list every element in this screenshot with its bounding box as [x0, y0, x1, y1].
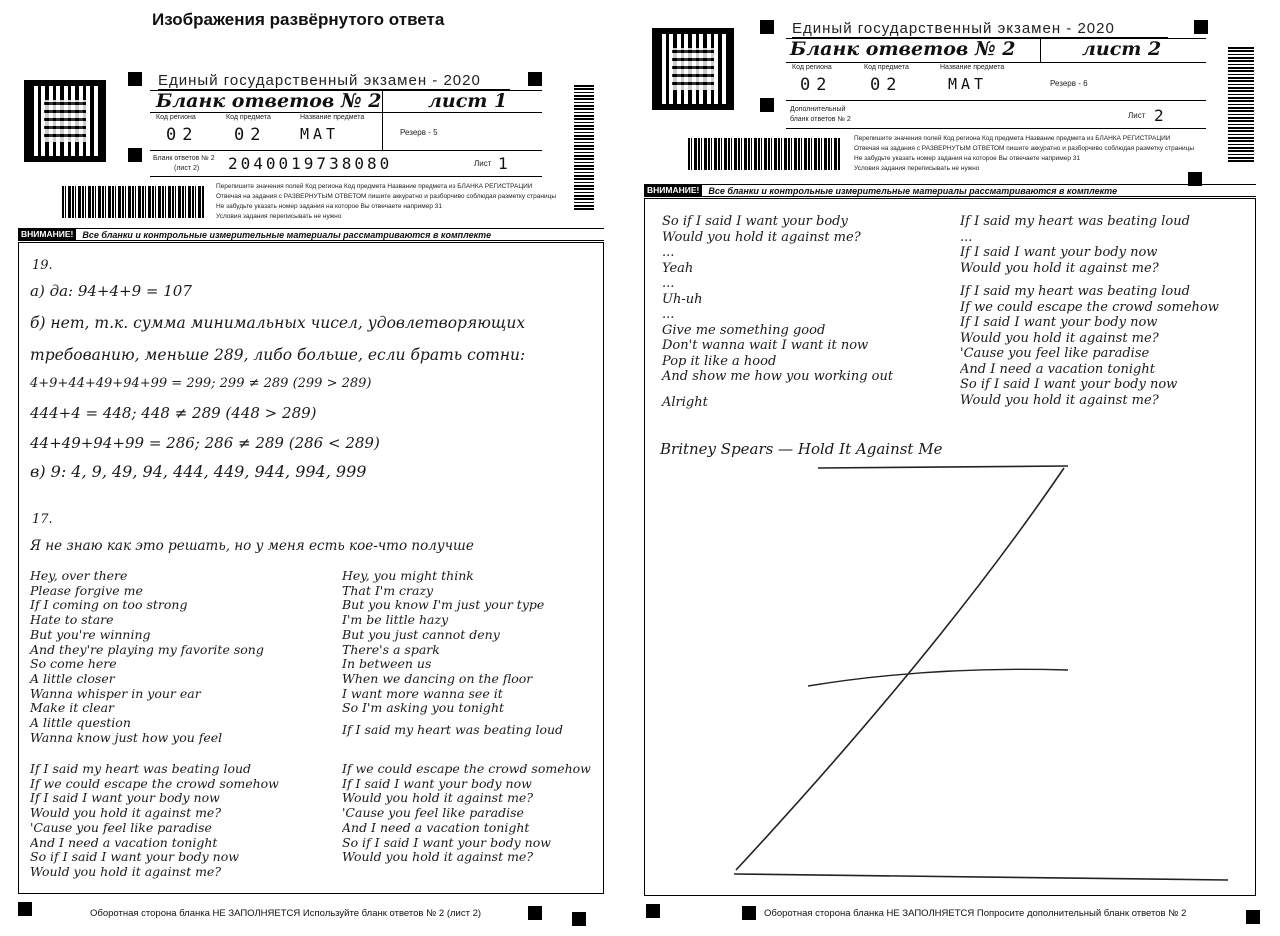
lyric-line: In between us [342, 656, 432, 672]
lyric-line: But you know I'm just your type [342, 597, 545, 613]
lyric-line: 'Cause you feel like paradise [342, 805, 524, 821]
form-number-label: Бланк ответов № 2 [153, 155, 215, 162]
lyric-line: And they're playing my favorite song [30, 641, 264, 657]
lyric-line: I'm be little hazy [342, 612, 449, 628]
corner-marker [742, 906, 756, 920]
warning-label: ВНИМАНИЕ! [18, 229, 76, 240]
answer-line: требованию, меньше 289, либо больше, если брать сотни: [30, 346, 526, 364]
lyric-line: Hate to stare [30, 612, 114, 628]
lyric-line: Make it clear [30, 700, 115, 716]
lyric-line: Uh-uh [662, 291, 703, 307]
corner-marker [528, 72, 542, 86]
song-credit: Britney Spears — Hold It Against Me [660, 440, 943, 458]
lyric-line: 'Cause you feel like paradise [960, 346, 1150, 361]
lyric-line: Would you hold it against me? [662, 229, 861, 245]
page-title: Изображения развёрнутого ответа [152, 10, 445, 29]
vertical-barcode [1228, 46, 1254, 162]
corner-marker [760, 98, 774, 112]
sheet-label: лист 1 [428, 90, 508, 112]
exam-title: Единый государственный экзамен - 2020 [792, 20, 1168, 38]
chorus-right-column [342, 762, 600, 865]
subject-name: МАТ [948, 75, 988, 93]
corner-marker [572, 912, 586, 926]
corner-marker [1194, 20, 1208, 34]
lyric-line: Yeah [662, 260, 694, 276]
barcode [688, 138, 840, 170]
corner-marker [1246, 910, 1260, 924]
lyric-line: Pop it like a hood [662, 353, 777, 369]
lyric-line: Give me something good [662, 322, 826, 338]
lyric-line: But you just cannot deny [342, 626, 500, 642]
answer-line: а) да: 94+4+9 = 107 [30, 282, 192, 300]
task-number-17: 17. [32, 512, 53, 527]
form-title: Бланк ответов № 2 [156, 90, 382, 112]
region-code: 02 [166, 125, 199, 145]
answer-sheet-2 [640, 0, 1260, 936]
corner-marker [128, 72, 142, 86]
z-strike-mark [640, 440, 1260, 890]
lyrics-right-column [960, 214, 1252, 408]
lyric-line: There's a spark [342, 641, 440, 657]
footer-note: Оборотная сторона бланка НЕ ЗАПОЛНЯЕТСЯ Используйте бланк ответов № 2 (лист 2) [90, 908, 482, 919]
reserve-field: Резерв - 6 [1050, 79, 1088, 88]
lyric-line: A little question [30, 715, 131, 731]
subject-code-label: Код предмета [864, 64, 909, 71]
lyric-line: If we could escape the crowd somehow [30, 775, 279, 791]
lyric-line: If I said my heart was beating loud [960, 284, 1190, 299]
lyric-line: That I'm crazy [342, 582, 434, 598]
exam-title: Единый государственный экзамен - 2020 [158, 72, 510, 90]
lyric-line: Would you hold it against me? [30, 805, 222, 821]
answer-line: 4+9+44+49+94+99 = 299; 299 ≠ 289 (299 > 289) [30, 376, 372, 391]
sheet-number-label: Лист [1128, 111, 1146, 120]
corner-marker [646, 904, 660, 918]
instructions: Перепишите значения полей Код региона Код предмета Название предмета из БЛАНКА РЕГИСТРАЦИИ Отвечая на задания с РАЗВЕРНУТЫМ ОТВЕТОМ пишите аккуратно и разборчиво соблюдая разметку страницы Не забудьте указать номер задания на которое Вы отвечаете например 31 Условия задания переписывать не нужно [216, 183, 557, 220]
lyric-line: So if I said I want your body [662, 214, 848, 229]
lyric-line: So come here [30, 656, 117, 672]
lyric-line: If I said my heart was beating loud [960, 214, 1190, 229]
answer-line: Я не знаю как это решать, но у меня есть кое-что получше [30, 538, 474, 554]
lyric-line: But you're winning [30, 626, 151, 642]
region-code: 02 [800, 75, 833, 95]
warning-text: Все бланки и контрольные измерительные материалы рассматриваются в комплекте [82, 229, 492, 240]
lyric-line: When we dancing on the floor [342, 670, 533, 686]
form-number-sub: (лист 2) [174, 165, 200, 172]
warning-bar [18, 228, 604, 241]
corner-marker [760, 20, 774, 34]
lyric-line: Would you hold it against me? [342, 790, 534, 806]
lyric-line: Would you hold it against me? [342, 849, 534, 865]
answer-line: 444+4 = 448; 448 ≠ 289 (448 > 289) [30, 404, 317, 422]
z-stroke-top [818, 466, 1068, 468]
sheet-number-label: Лист [474, 159, 492, 168]
lyric-line: Please forgive me [30, 582, 143, 598]
task-number-19: 19. [32, 258, 53, 273]
lyric-line [662, 385, 962, 395]
lyric-line: And I need a vacation tonight [342, 819, 530, 835]
qr-code-icon [24, 80, 106, 162]
lyric-line: ... [960, 229, 973, 245]
form-number: 2040019738080 [228, 154, 393, 173]
corner-marker [528, 906, 542, 920]
lyric-line: A little closer [30, 670, 115, 686]
lyrics-right-column [342, 569, 600, 738]
subject-code: 02 [234, 125, 267, 145]
answer-line: б) нет, т.к. сумма минимальных чисел, удовлетворяющих [30, 314, 526, 332]
lyric-line: If we could escape the crowd somehow [960, 299, 1219, 315]
chorus-left-column [30, 762, 330, 880]
lyrics-left-column [662, 214, 962, 410]
barcode [62, 186, 204, 218]
sheet-number: 1 [498, 154, 514, 173]
lyric-line: Hey, over there [30, 568, 128, 583]
lyric-line: So if I said I want your body now [30, 849, 239, 865]
lyric-line: If I said I want your body now [960, 315, 1158, 330]
lyric-line [960, 276, 1252, 284]
lyric-line: If I said I want your body now [30, 790, 220, 806]
lyric-line: So if I said I want your body now [960, 377, 1178, 392]
lyric-line: ... [662, 307, 675, 322]
subject-name-label: Название предмета [940, 64, 1005, 71]
lyric-line: If I said I want your body now [342, 775, 532, 791]
region-label: Код региона [792, 64, 832, 71]
lyric-line: If I said I want your body now [960, 245, 1158, 260]
sheet-number: 2 [1154, 106, 1170, 125]
reserve-field: Резерв - 5 [400, 128, 438, 137]
lyric-line: ... [662, 245, 675, 260]
subject-name: МАТ [300, 125, 340, 143]
warning-bar [644, 184, 1256, 197]
extra-form-label: Дополнительный [790, 106, 846, 113]
lyric-line: Don't wanna wait I want it now [662, 338, 869, 353]
lyric-line: If I said my heart was beating loud [30, 762, 252, 776]
warning-label: ВНИМАНИЕ! [644, 185, 702, 196]
lyric-line: And I need a vacation tonight [30, 834, 218, 850]
lyric-line: Would you hold it against me? [30, 863, 222, 879]
region-label: Код региона [156, 114, 196, 121]
subject-code-label: Код предмета [226, 114, 271, 121]
instructions: Перепишите значения полей Код региона Код предмета Название предмета из БЛАНКА РЕГИСТРАЦИИ Отвечая на задания с РАЗВЕРНУТЫМ ОТВЕТОМ пишите аккуратно и разборчиво соблюдая разметку страницы Не забудьте указать номер задания на которое Вы отвечаете например 31 Условия задания переписывать не нужно [854, 135, 1195, 172]
answer-sheet-1 [0, 0, 620, 936]
lyric-line: Would you hold it against me? [960, 260, 1159, 276]
lyrics-left-column [30, 569, 330, 745]
lyric-line: So I'm asking you tonight [342, 700, 505, 716]
footer-note: Оборотная сторона бланка НЕ ЗАПОЛНЯЕТСЯ Попросите дополнительный бланк ответов № 2 [764, 908, 1187, 919]
lyric-line: If we could escape the crowd somehow [342, 762, 591, 776]
lyric-line: Would you hold it against me? [960, 392, 1159, 408]
corner-marker [18, 902, 32, 916]
vertical-barcode [574, 84, 594, 210]
lyric-line: 'Cause you feel like paradise [30, 819, 212, 835]
warning-text: Все бланки и контрольные измерительные материалы рассматриваются в комплекте [708, 185, 1118, 196]
lyric-line: Alright [662, 394, 708, 410]
lyric-line: Hey, you might think [342, 569, 474, 583]
z-stroke-bottom [734, 874, 1228, 880]
lyric-line: So if I said I want your body now [342, 834, 551, 850]
lyric-line: And show me how you working out [662, 369, 894, 384]
subject-name-label: Название предмета [300, 114, 365, 121]
answer-line: в) 9: 4, 9, 49, 94, 444, 449, 944, 994, 999 [30, 462, 367, 481]
corner-marker [128, 148, 142, 162]
lyric-line: If I said my heart was beating loud [342, 722, 564, 738]
lyric-line: Would you hold it against me? [960, 330, 1159, 346]
lyric-line: If I coming on too strong [30, 597, 188, 613]
subject-code: 02 [870, 75, 903, 95]
lyric-line: ... [662, 276, 675, 291]
form-title: Бланк ответов № 2 [790, 38, 1016, 60]
lyric-line: Wanna know just how you feel [30, 729, 223, 745]
z-stroke-cross [808, 669, 1068, 686]
lyric-line: And I need a vacation tonight [960, 361, 1155, 377]
lyric-line: I want more wanna see it [342, 685, 503, 701]
sheet-label: лист 2 [1082, 38, 1162, 60]
qr-code-icon [652, 28, 734, 110]
extra-form-label: бланк ответов № 2 [790, 116, 851, 123]
lyric-line: Wanna whisper in your ear [30, 685, 201, 701]
answer-line: 44+49+94+99 = 286; 286 ≠ 289 (286 < 289) [30, 434, 380, 452]
